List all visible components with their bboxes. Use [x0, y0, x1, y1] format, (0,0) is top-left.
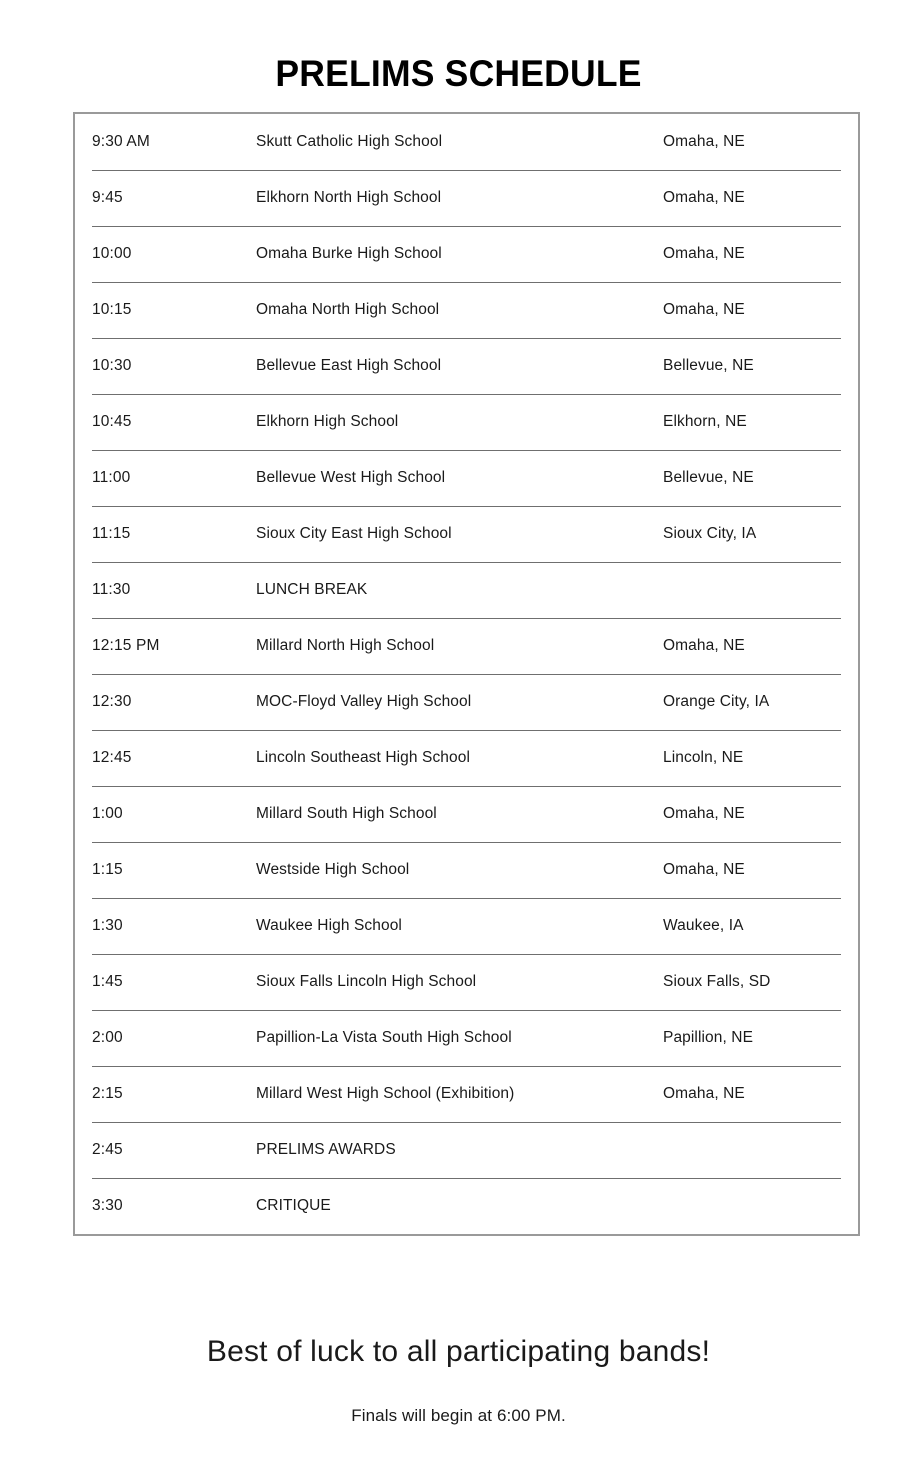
cell-time: 11:30: [92, 581, 131, 598]
table-row: [75, 394, 858, 450]
schedule-table: [73, 112, 860, 1236]
cell-school: Millard West High School (Exhibition): [256, 1085, 515, 1102]
footer-message: Best of luck to all participating bands!: [206, 1335, 711, 1368]
cell-school: PRELIMS AWARDS: [256, 1141, 396, 1158]
cell-school: Sioux City East High School: [256, 525, 452, 542]
table-row: [75, 114, 858, 170]
cell-location: Omaha, NE: [663, 1085, 745, 1102]
cell-school: Millard South High School: [256, 805, 437, 822]
cell-time: 1:45: [92, 973, 123, 990]
table-row: [75, 282, 858, 338]
cell-time: 3:30: [92, 1197, 123, 1214]
cell-location: Orange City, IA: [663, 693, 770, 710]
cell-location: Omaha, NE: [663, 637, 745, 654]
cell-school: Elkhorn North High School: [256, 189, 442, 206]
cell-school: Bellevue East High School: [256, 357, 442, 374]
cell-school: Omaha Burke High School: [256, 245, 442, 262]
cell-time: 2:15: [92, 1085, 123, 1102]
cell-location: Sioux City, IA: [663, 525, 757, 542]
cell-school: Westside High School: [256, 861, 410, 878]
cell-time: 10:30: [92, 357, 132, 374]
cell-school: Bellevue West High School: [256, 469, 446, 486]
table-row: [75, 618, 858, 674]
page-title: PRELIMS SCHEDULE: [275, 52, 642, 94]
cell-location: Bellevue, NE: [663, 469, 754, 486]
cell-time: 11:15: [92, 525, 131, 542]
cell-time: 1:30: [92, 917, 123, 934]
cell-time: 1:00: [92, 805, 123, 822]
table-row: [75, 338, 858, 394]
cell-location: Waukee, IA: [663, 917, 744, 934]
table-row: [75, 898, 858, 954]
cell-time: 1:15: [92, 861, 123, 878]
cell-school: Omaha North High School: [256, 301, 440, 318]
table-row: [75, 842, 858, 898]
cell-time: 9:45: [92, 189, 123, 206]
cell-school: Waukee High School: [256, 917, 402, 934]
cell-time: 12:45: [92, 749, 132, 766]
cell-location: Omaha, NE: [663, 189, 745, 206]
footer-note: Finals will begin at 6:00 PM.: [351, 1406, 566, 1425]
table-row: [75, 1066, 858, 1122]
cell-time: 12:15 PM: [92, 637, 160, 654]
cell-location: Elkhorn, NE: [663, 413, 747, 430]
cell-time: 2:00: [92, 1029, 123, 1046]
cell-time: 10:15: [92, 301, 132, 318]
table-row: [75, 170, 858, 226]
cell-location: Omaha, NE: [663, 133, 745, 150]
cell-school: Sioux Falls Lincoln High School: [256, 973, 477, 990]
cell-time: 11:00: [92, 469, 131, 486]
cell-school: LUNCH BREAK: [256, 581, 368, 598]
table-row: [75, 226, 858, 282]
cell-school: Elkhorn High School: [256, 413, 399, 430]
cell-school: MOC-Floyd Valley High School: [256, 693, 472, 710]
cell-school: Skutt Catholic High School: [256, 133, 443, 150]
cell-location: Papillion, NE: [663, 1029, 754, 1046]
table-row: [75, 1122, 858, 1178]
cell-location: Lincoln, NE: [663, 749, 744, 766]
cell-time: 9:30 AM: [92, 133, 150, 150]
cell-school: Millard North High School: [256, 637, 435, 654]
table-row: [75, 450, 858, 506]
table-row: [75, 674, 858, 730]
cell-time: 12:30: [92, 693, 132, 710]
table-row: [75, 730, 858, 786]
cell-school: CRITIQUE: [256, 1197, 331, 1214]
cell-location: Omaha, NE: [663, 805, 745, 822]
table-row: [75, 1178, 858, 1234]
table-row: [75, 562, 858, 618]
cell-location: Omaha, NE: [663, 861, 745, 878]
cell-time: 10:00: [92, 245, 132, 262]
cell-time: 2:45: [92, 1141, 123, 1158]
cell-location: Omaha, NE: [663, 245, 745, 262]
table-row: [75, 954, 858, 1010]
cell-location: Omaha, NE: [663, 301, 745, 318]
cell-school: Papillion-La Vista South High School: [256, 1029, 512, 1046]
table-row: [75, 506, 858, 562]
cell-location: Bellevue, NE: [663, 357, 754, 374]
table-row: [75, 786, 858, 842]
cell-school: Lincoln Southeast High School: [256, 749, 471, 766]
cell-time: 10:45: [92, 413, 132, 430]
table-row: [75, 1010, 858, 1066]
cell-location: Sioux Falls, SD: [663, 973, 771, 990]
